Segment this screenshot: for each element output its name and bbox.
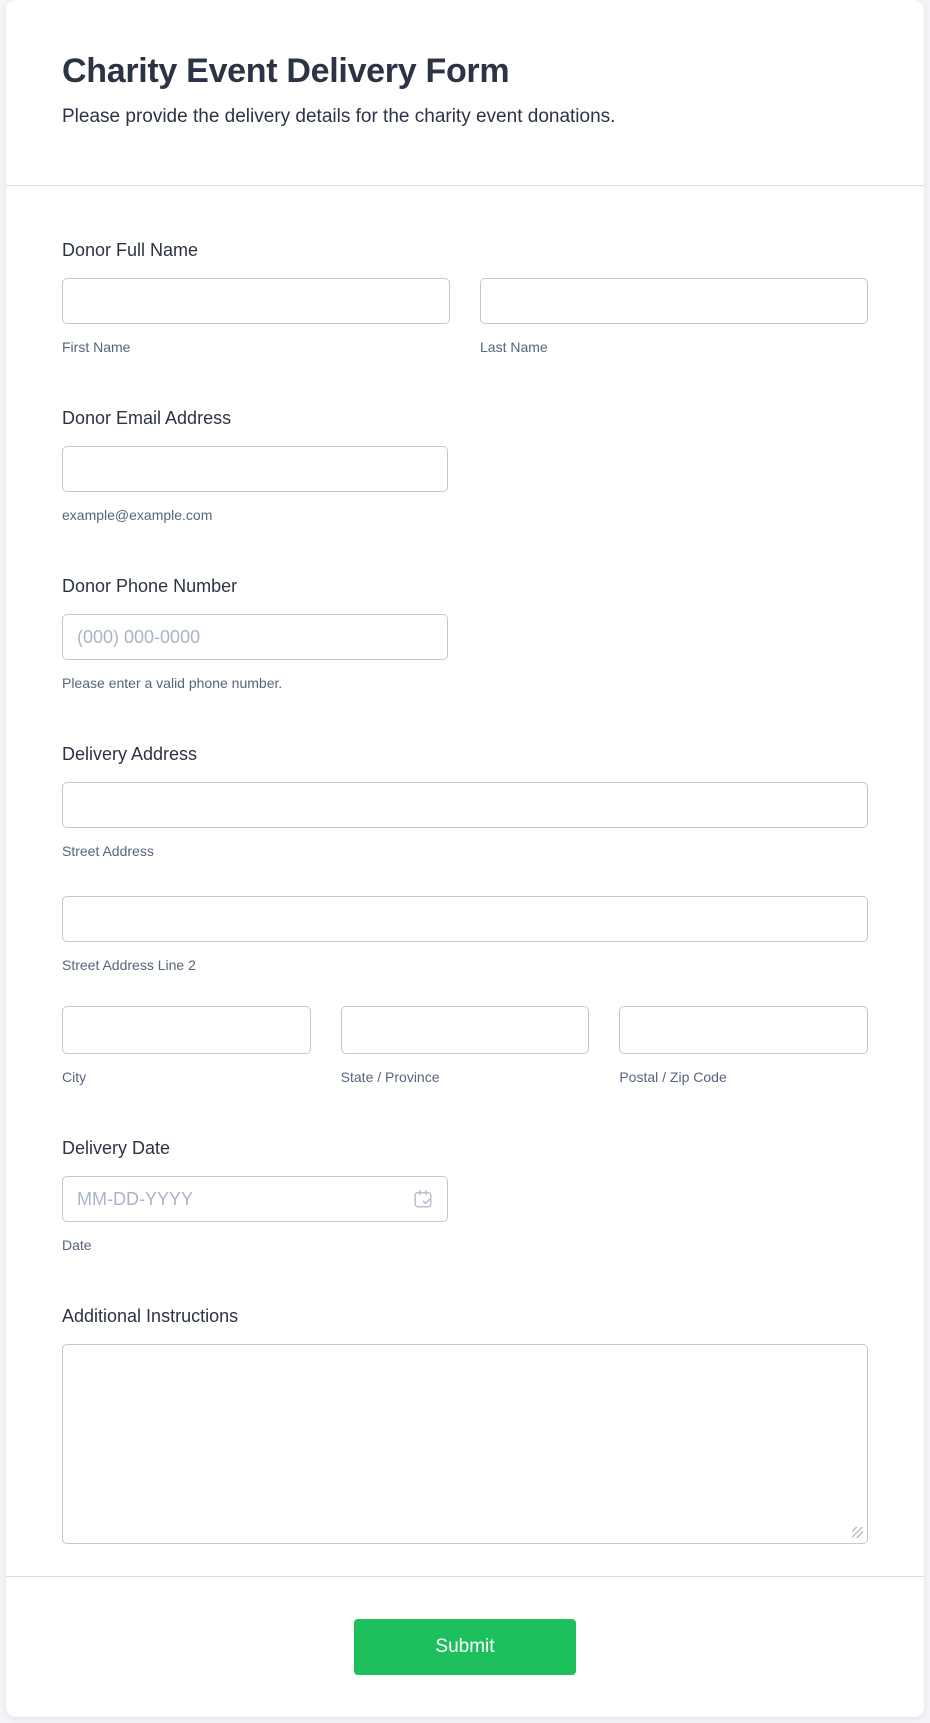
street-address2-line [62, 896, 868, 974]
last-name-col [480, 278, 868, 356]
postal-sublabel: Postal / Zip Code [619, 1069, 727, 1085]
form-title: Charity Event Delivery Form [62, 52, 510, 90]
first-name-input[interactable] [62, 278, 450, 324]
question-donor-full-name [62, 238, 868, 356]
postal-col [619, 1006, 868, 1086]
last-name-sublabel: Last Name [480, 339, 548, 355]
city-input[interactable] [62, 1006, 311, 1054]
instructions-textarea-wrap [62, 1344, 868, 1544]
state-col [341, 1006, 590, 1086]
phone-input[interactable] [62, 614, 448, 660]
form-footer [6, 1576, 924, 1717]
email-input[interactable] [62, 446, 448, 492]
calendar-check-icon[interactable] [412, 1188, 434, 1210]
submit-button[interactable]: Submit [354, 1619, 576, 1675]
donor-full-name-label: Donor Full Name [62, 240, 199, 260]
date-input-wrap [62, 1176, 448, 1222]
street-address-line [62, 782, 868, 860]
city-state-zip-row [62, 1006, 868, 1086]
street-address2-sublabel: Street Address Line 2 [62, 957, 196, 973]
state-sublabel: State / Province [340, 1069, 440, 1085]
state-input[interactable] [341, 1006, 590, 1054]
additional-instructions-label: Additional Instructions [62, 1306, 239, 1326]
phone-hint: Please enter a valid phone number. [62, 675, 283, 691]
postal-input[interactable] [619, 1006, 868, 1054]
donor-phone-label: Donor Phone Number [62, 576, 238, 596]
name-row [62, 278, 868, 356]
last-name-input[interactable] [480, 278, 868, 324]
form-subtitle: Please provide the delivery details for the charity event donations. [62, 106, 616, 127]
question-additional-instructions [62, 1304, 868, 1544]
street-address-input[interactable] [62, 782, 868, 828]
street-address-sublabel: Street Address [62, 843, 154, 859]
instructions-textarea[interactable] [62, 1344, 868, 1544]
city-sublabel: City [62, 1069, 87, 1085]
city-col [62, 1006, 311, 1086]
question-donor-email [62, 406, 868, 524]
street-address2-input[interactable] [62, 896, 868, 942]
date-input[interactable] [62, 1176, 448, 1222]
email-hint: example@example.com [62, 507, 213, 523]
form-header [6, 0, 924, 186]
first-name-col [62, 278, 450, 356]
first-name-sublabel: First Name [62, 339, 131, 355]
question-delivery-date [62, 1136, 868, 1254]
question-delivery-address [62, 742, 868, 1086]
delivery-address-label: Delivery Address [62, 744, 198, 764]
question-donor-phone [62, 574, 868, 692]
date-sublabel: Date [62, 1237, 92, 1253]
form-body [6, 238, 924, 1544]
delivery-date-label: Delivery Date [62, 1138, 171, 1158]
donor-email-label: Donor Email Address [62, 408, 232, 428]
form-card [6, 0, 924, 1717]
